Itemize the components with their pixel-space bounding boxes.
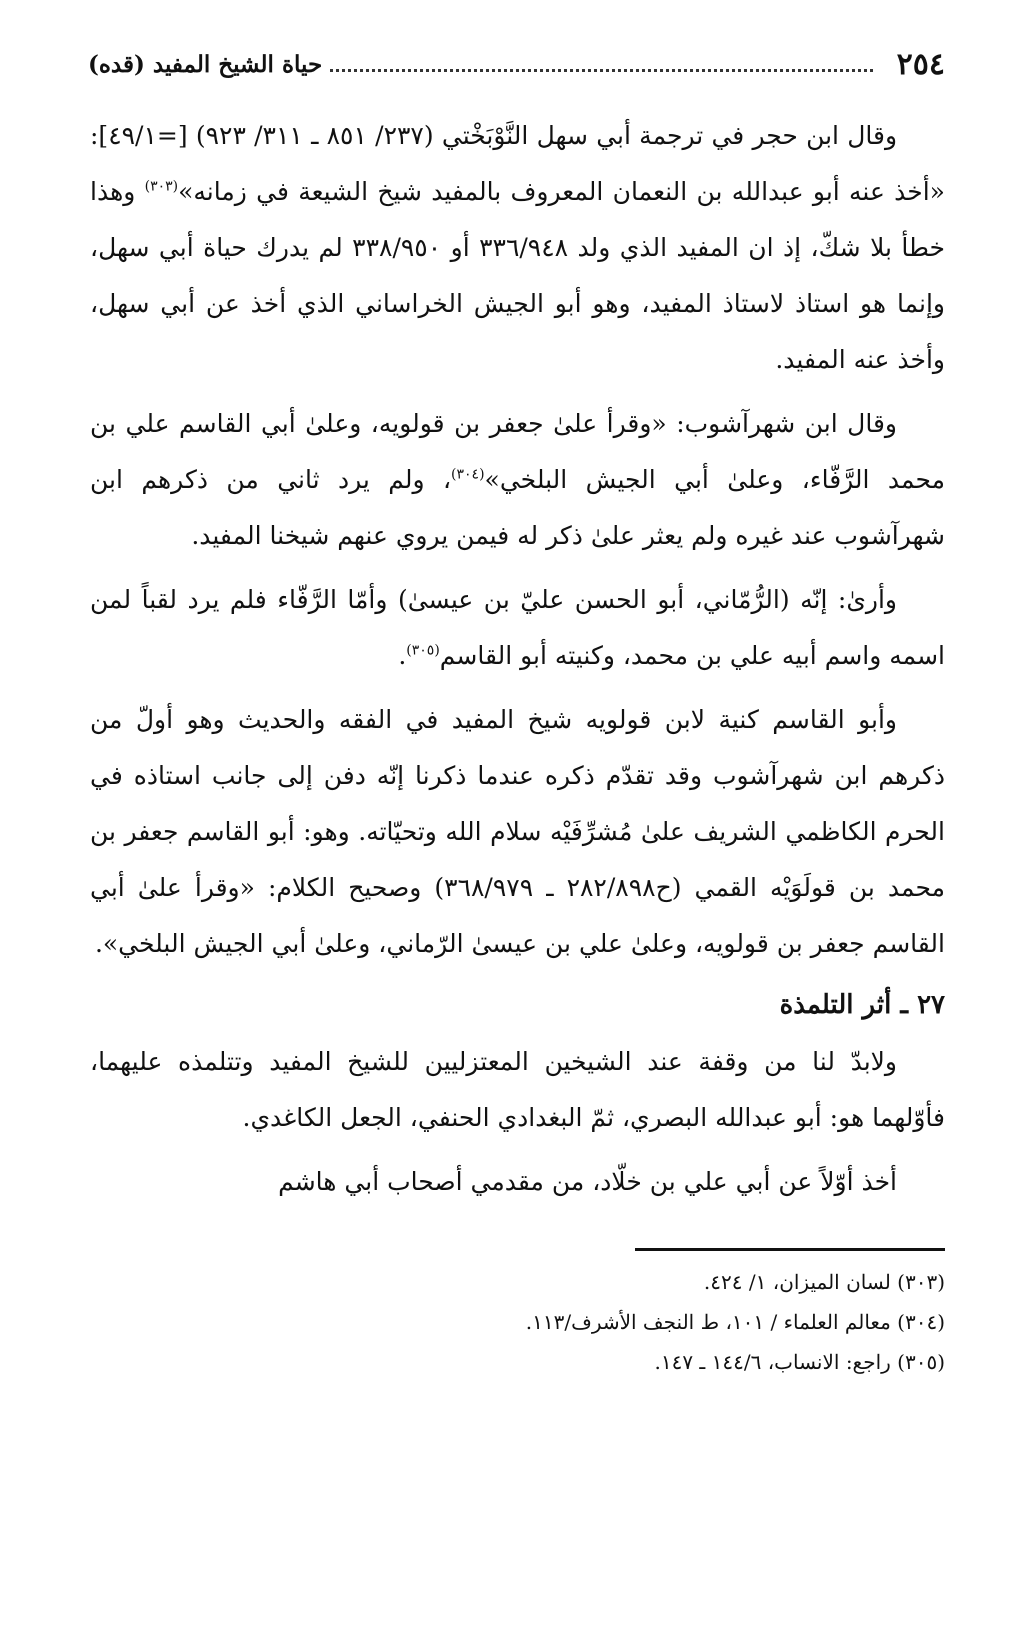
paragraph-6: أخذ أوّلاً عن أبي علي بن خلّاد، من مقدمي أصحاب أبي هاشم	[278, 1167, 897, 1196]
paragraph-2-text: وقال ابن شهرآشوب: «وقرأ علىٰ جعفر بن قولويه، وعلىٰ أبي القاسم علي بن محمد الرَّفّاء، وعلىٰ أبي الجيش البلخي»	[90, 409, 946, 494]
footnote-303: (٣٠٣) لسان الميزان، ١/ ٤٢٤.	[703, 1270, 945, 1294]
paragraph-2-tail: ، ولم يرد ثاني من ذكرهم ابن شهرآشوب عند غيره ولم يعثر علىٰ ذكر له فيمن يروي عنهم شيخنا المفيد.	[90, 465, 945, 550]
paragraph-1	[90, 108, 945, 388]
footnote-ref-304: (٣٠٤)	[451, 466, 485, 483]
paragraph-1-tail: وهذا خطأ بلا شكّ، إذ ان المفيد الذي ولد ٣٣٦/٩٤٨ أو ٣٣٨/٩٥٠ لم يدرك حياة أبي سهل، وإنما هو استاذ لاستاذ المفيد، وهو أبو الجيش الخراساني الذي أخذ عن أبي سهل، وأخذ عنه المفيد.	[90, 177, 945, 374]
footnote-ref-303: (٣٠٣)	[144, 178, 179, 195]
running-title: حياة الشيخ المفيد (قده)	[88, 50, 323, 78]
footnotes	[90, 1262, 945, 1382]
paragraph-5: ولابدّ لنا من وقفة عند الشيخين المعتزليين للشيخ المفيد وتتلمذه عليهما، فأوّلهما هو: أبو عبدالله البصري، ثمّ البغدادي الحنفي، الجعل الكاغدي.	[90, 1047, 945, 1132]
main-text	[90, 108, 945, 1218]
footnote-304: (٣٠٤) معالم العلماء / ١٠١، ط النجف الأشرف/١١٣.	[525, 1310, 945, 1334]
page-header	[88, 44, 945, 84]
header-dotted-leader	[330, 69, 872, 72]
footnote-305: (٣٠٥) راجع: الانساب، ١٤٤/٦ ـ ١٤٧.	[654, 1350, 945, 1374]
paragraph-3	[90, 572, 945, 684]
paragraph-1-text: وقال ابن حجر في ترجمة أبي سهل النَّوْبَخْتي (٢٣٧/ ٨٥١ ـ ٣١١/ ٩٢٣) [=٤٩/١]: «أخذ عنه أبو عبدالله بن النعمان المعروف بالمفيد شيخ الشيعة في زمانه»	[90, 121, 945, 206]
footnote-ref-305: (٣٠٥)	[406, 642, 440, 659]
paragraph-4: وأبو القاسم كنية لابن قولويه شيخ المفيد في الفقه والحديث وهو أولّ من ذكرهم ابن شهرآشوب وقد تقدّم ذكره عندما ذكرنا إنّه دفن إلى جانب استاذه في الحرم الكاظمي الشريف علىٰ مُشرِّفَيْه سلام الله وتحيّاته. وهو: أبو القاسم جعفر بن محمد بن قولَوَيْه القمي (ح٢٨٢/٨٩٨ ـ ٣٦٨/٩٧٩) وصحيح الكلام: «وقرأ علىٰ أبي القاسم جعفر بن قولويه، وعلىٰ علي بن عيسىٰ الرّماني، وعلىٰ أبي الجيش البلخي».	[90, 705, 945, 958]
paragraph-3-text: وأرىٰ: إنّه (الرُّمّاني، أبو الحسن عليّ بن عيسىٰ) وأمّا الرَّفّاء فلم يرد لقباً لمن اسمه واسم أبيه علي بن محمد، وكنيته أبو القاسم	[90, 585, 945, 670]
paragraph-2	[90, 396, 945, 564]
footnote-separator	[635, 1248, 945, 1251]
page-number: ٢٥٤	[896, 46, 945, 82]
section-heading: ٢٧ ـ أثر التلمذة	[779, 990, 945, 1020]
paragraph-3-tail: .	[398, 641, 407, 670]
